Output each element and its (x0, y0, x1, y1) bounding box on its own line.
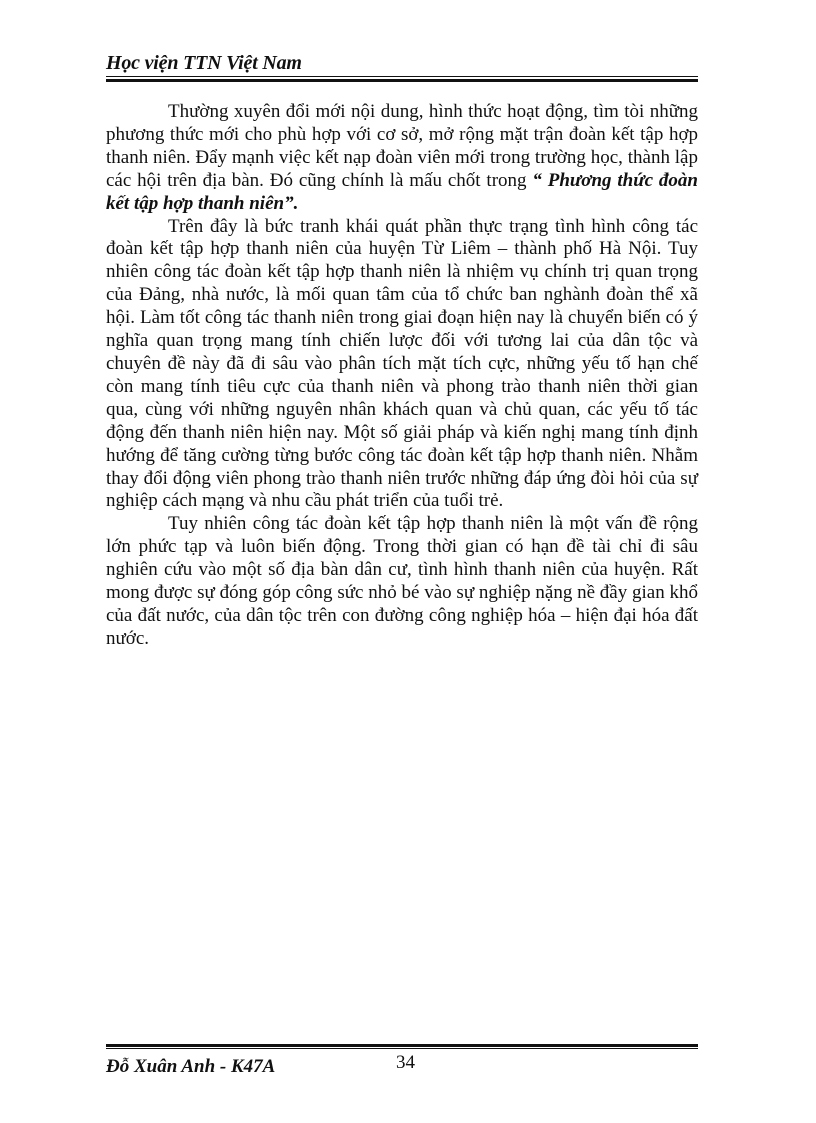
paragraph-1-text: Thường xuyên đổi mới nội dung, hình thức hoạt động, tìm tòi những phương thức mới cho phù hợp với cơ sở, mở rộng mặt trận đoàn kết tập hợp thanh niên. Đẩy mạnh việc kết nạp đoàn viên mới trong trường học, thành lập các hội trên địa bàn. Đó cũng chính là mấu chốt trong (106, 101, 698, 191)
paragraph-1 (106, 101, 698, 216)
paragraph-3: Tuy nhiên công tác đoàn kết tập hợp thanh niên là một vấn đề rộng lớn phức tạp và luôn biến động. Trong thời gian có hạn đề tài chỉ đi sâu nghiên cứu vào một số địa bàn dân cư, tình hình thanh niên của huyện. Rất mong được sự đóng góp công sức nhỏ bé vào sự nghiệp nặng nề đầy gian khổ của đất nước, của dân tộc trên con đường công nghiệp hóa – hiện đại hóa đất nước. (106, 513, 698, 649)
body-text (106, 101, 698, 651)
header-rule-thin (106, 76, 698, 77)
footer-rule-thick (106, 1044, 698, 1047)
header-rule-thick (106, 79, 698, 82)
paragraph-1-emphasis: “ Phương thức đoàn kết tập hợp thanh niên”. (106, 169, 698, 214)
page-footer (106, 1044, 698, 1084)
footer-author: Đỗ Xuân Anh - K47A (106, 1056, 276, 1077)
paragraph-2: Trên đây là bức tranh khái quát phần thực trạng tình hình công tác đoàn kết tập hợp thanh niên của huyện Từ Liêm – thành phố Hà Nội. Tuy nhiên công tác đoàn kết tập hợp thanh niên là nhiệm vụ chính trị quan trọng của Đảng, nhà nước, là mối quan tâm của tổ chức ban nghành đoàn thể xã hội. Làm tốt công tác thanh niên trong giai đoạn hiện nay là chuyển biến có ý nghĩa quan trọng mang tính chiến lược đối với tương lai của dân tộc và chuyên đề này đã đi sâu vào phân tích mặt tích cực, những yếu tố hạn chế còn mang tính tiêu cực của thanh niên và phong trào thanh niên thời gian qua, cùng với những nguyên nhân khách quan và chủ quan, các yếu tố tác động đến thanh niên hiện nay. Một số giải pháp và kiến nghị mang tính định hướng để tăng cường từng bước công tác đoàn kết tập hợp thanh niên. Nhằm thay đổi động viên phong trào thanh niên trước những đáp ứng đòi hỏi của sự nghiệp cách mạng và nhu cầu phát triển của tuổi trẻ. (106, 215, 698, 512)
page-header (106, 50, 698, 80)
header-title: Học viện TTN Việt Nam (106, 52, 302, 74)
footer-rule-thin (106, 1048, 698, 1049)
page-number: 34 (396, 1052, 415, 1073)
